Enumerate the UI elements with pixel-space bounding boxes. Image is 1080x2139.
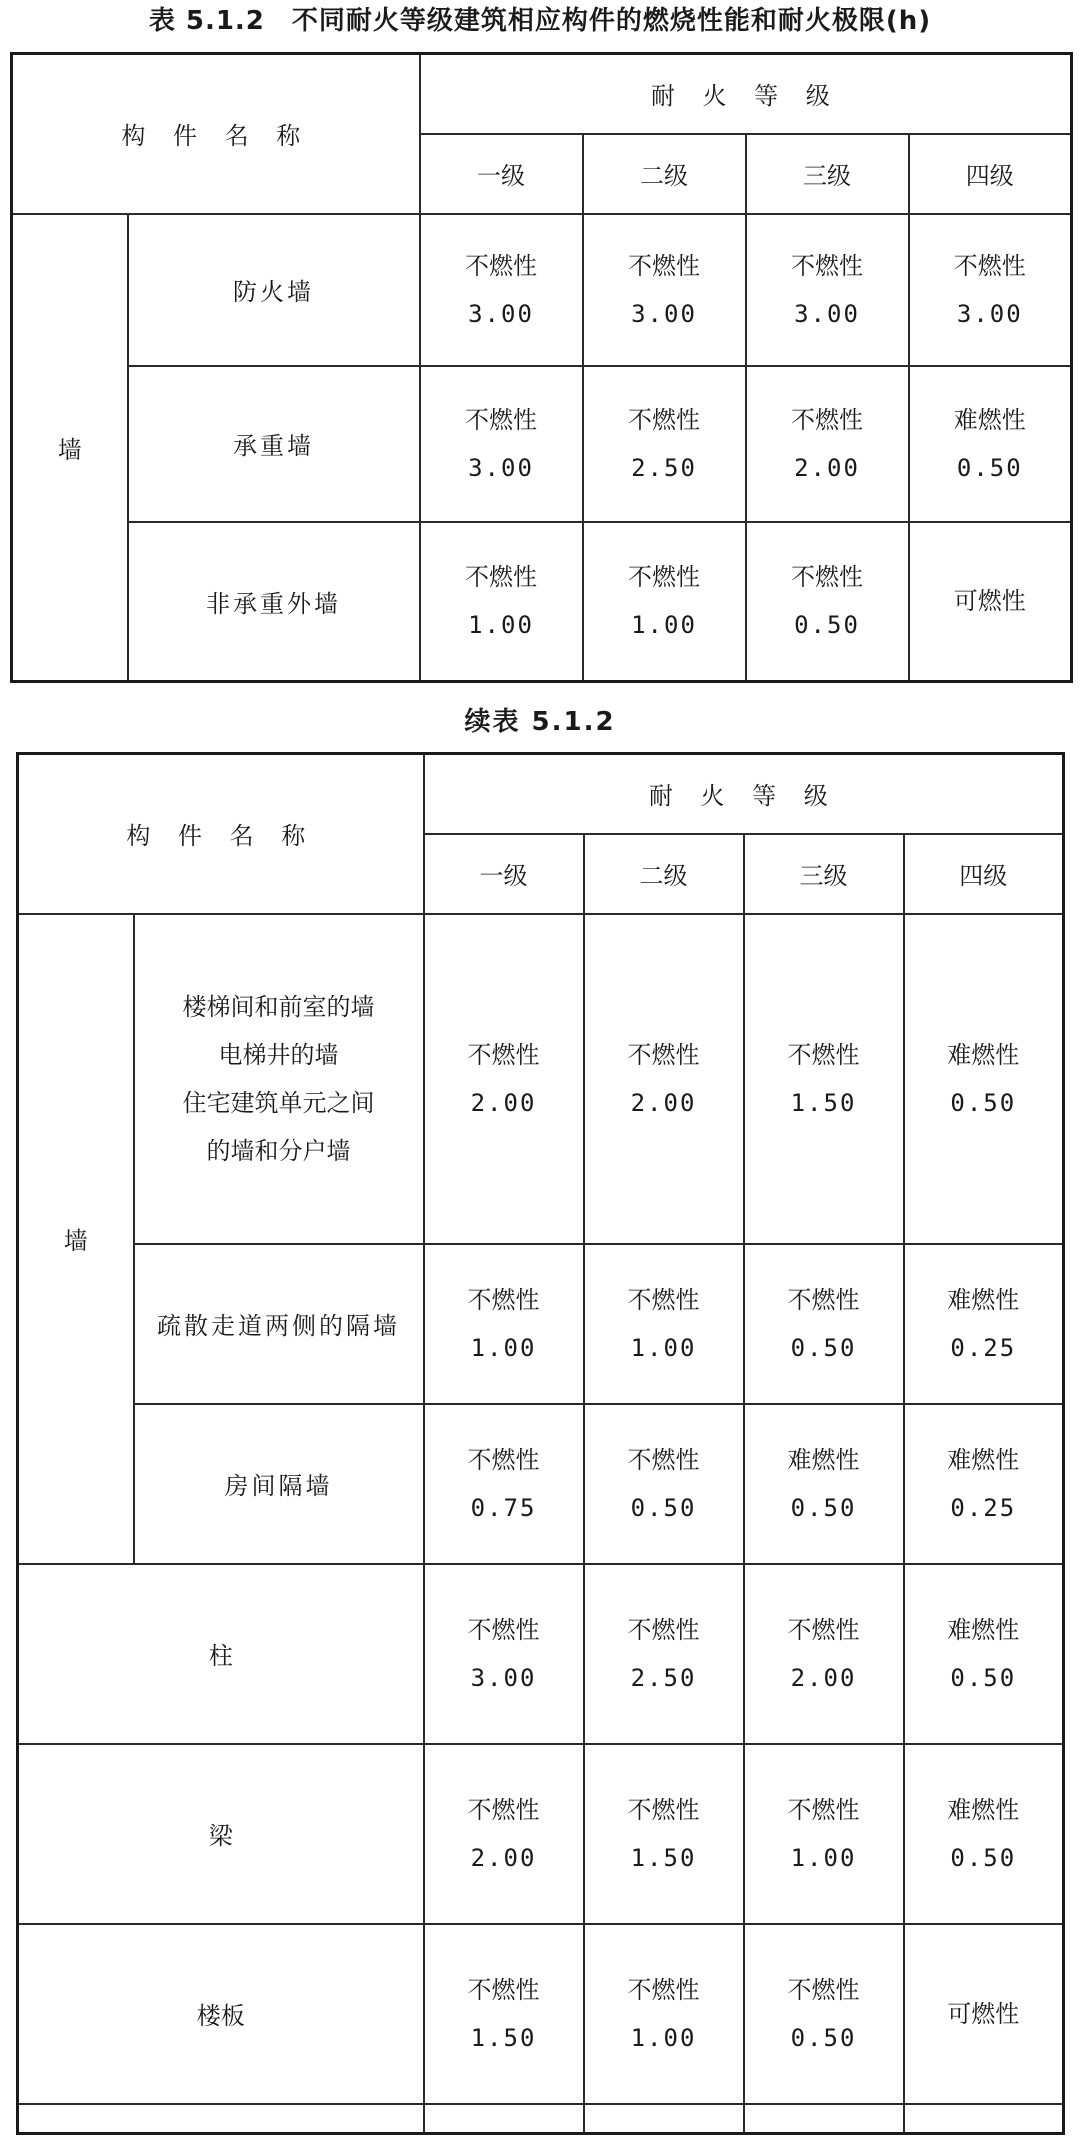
row-name: 防火墙	[128, 214, 420, 366]
combustibility: 不燃性	[627, 1795, 700, 1824]
combustibility: 不燃性	[467, 1445, 540, 1474]
combustibility: 可燃性	[947, 1999, 1020, 2028]
table-row	[18, 1744, 1064, 1924]
combustibility: 不燃性	[465, 405, 538, 434]
row-name: 承重墙	[128, 366, 420, 522]
cell	[904, 1924, 1064, 2104]
fire-limit: 0.50	[790, 2023, 857, 2052]
fire-limit: 1.50	[630, 1843, 697, 1872]
table1-caption: 表 5.1.2 不同耐火等级建筑相应构件的燃烧性能和耐火极限(h)	[148, 6, 932, 36]
fire-limit: 0.25	[950, 1333, 1017, 1362]
cell	[583, 214, 746, 366]
level-3-header: 三级	[746, 134, 909, 214]
combustibility: 不燃性	[467, 1040, 540, 1069]
combustibility: 不燃性	[467, 1975, 540, 2004]
cell	[904, 1564, 1064, 1744]
combustibility: 不燃性	[467, 1795, 540, 1824]
fire-limit: 2.50	[630, 1663, 697, 1692]
fire-limit: 2.00	[470, 1088, 537, 1117]
combustibility: 难燃性	[947, 1040, 1020, 1069]
fire-limit: 3.00	[468, 453, 534, 482]
cell	[904, 914, 1064, 1244]
row-name-line: 住宅建筑单元之间	[182, 1088, 375, 1117]
cell	[584, 914, 744, 1244]
level-4-header: 四级	[904, 834, 1064, 914]
combustibility: 不燃性	[787, 1615, 860, 1644]
combustibility: 不燃性	[787, 1040, 860, 1069]
combustibility: 不燃性	[627, 1445, 700, 1474]
fire-limit: 0.50	[790, 1493, 857, 1522]
fire-rating-header: 耐 火 等 级	[424, 754, 1064, 834]
table-row	[18, 1924, 1064, 2104]
combustibility: 难燃性	[947, 1445, 1020, 1474]
fire-limit: 1.00	[630, 1333, 697, 1362]
cell	[420, 366, 583, 522]
fire-resistance-table	[10, 52, 1073, 683]
cell	[583, 366, 746, 522]
table-row	[18, 1404, 1064, 1564]
fire-limit: 3.00	[956, 299, 1023, 328]
cell	[584, 1924, 744, 2104]
fire-limit: 0.50	[794, 611, 860, 640]
fire-limit: 2.00	[470, 1843, 537, 1872]
cutoff-cell	[424, 2104, 584, 2134]
fire-limit: 3.00	[794, 299, 860, 328]
fire-limit: 2.00	[790, 1663, 857, 1692]
combustibility: 不燃性	[628, 251, 701, 280]
fire-limit: 1.50	[470, 2023, 537, 2052]
cell	[420, 522, 583, 682]
level-1-header: 一级	[424, 834, 584, 914]
combustibility: 难燃性	[947, 1285, 1020, 1314]
fire-limit: 2.00	[630, 1088, 697, 1117]
cell	[420, 214, 583, 366]
combustibility: 难燃性	[947, 1795, 1020, 1824]
fire-limit: 2.50	[631, 453, 697, 482]
combustibility: 难燃性	[947, 1615, 1020, 1644]
fire-limit: 3.00	[470, 1663, 537, 1692]
fire-limit: 3.00	[631, 299, 697, 328]
combustibility: 不燃性	[787, 1975, 860, 2004]
fire-limit: 0.50	[956, 453, 1023, 482]
cell	[584, 1404, 744, 1564]
combustibility: 不燃性	[787, 1795, 860, 1824]
table-row	[12, 522, 1072, 682]
cell	[744, 1404, 904, 1564]
cell	[746, 366, 909, 522]
fire-limit: 1.00	[470, 1333, 537, 1362]
fire-limit: 0.50	[790, 1333, 857, 1362]
cutoff-cell	[584, 2104, 744, 2134]
combustibility: 不燃性	[467, 1615, 540, 1644]
table-row	[12, 214, 1072, 366]
combustibility: 难燃性	[953, 405, 1026, 434]
fire-limit: 2.00	[794, 453, 860, 482]
level-3-header: 三级	[744, 834, 904, 914]
group-label: 墙	[12, 214, 128, 682]
cell	[909, 214, 1072, 366]
combustibility: 不燃性	[791, 405, 864, 434]
cutoff-cell	[744, 2104, 904, 2134]
row-name: 疏散走道两侧的隔墙	[134, 1244, 424, 1404]
cell	[746, 522, 909, 682]
combustibility: 不燃性	[953, 251, 1026, 280]
table-row-cutoff	[18, 2104, 1064, 2134]
cell	[424, 914, 584, 1244]
level-2-header: 二级	[584, 834, 744, 914]
combustibility: 不燃性	[628, 405, 701, 434]
combustibility: 难燃性	[787, 1445, 860, 1474]
cell	[746, 214, 909, 366]
cell	[744, 1744, 904, 1924]
combustibility: 不燃性	[465, 563, 538, 592]
combustibility: 不燃性	[627, 1615, 700, 1644]
fire-limit: 0.50	[630, 1493, 697, 1522]
row-name: 楼板	[18, 1924, 424, 2104]
table-row	[18, 1564, 1064, 1744]
combustibility: 不燃性	[791, 251, 864, 280]
row-name: 梁	[18, 1744, 424, 1924]
row-name: 房间隔墙	[134, 1404, 424, 1564]
fire-limit: 0.75	[470, 1493, 537, 1522]
row-name-line: 楼梯间和前室的墙	[182, 992, 375, 1021]
fire-rating-header: 耐 火 等 级	[420, 54, 1072, 134]
component-name-header: 构 件 名 称	[18, 754, 424, 914]
cell	[584, 1564, 744, 1744]
table-row	[18, 1244, 1064, 1404]
combustibility: 不燃性	[787, 1285, 860, 1314]
combustibility: 不燃性	[467, 1285, 540, 1314]
cell	[584, 1744, 744, 1924]
fire-limit: 1.00	[631, 611, 697, 640]
table2-caption: 续表 5.1.2	[464, 707, 616, 737]
level-1-header: 一级	[420, 134, 583, 214]
combustibility: 不燃性	[627, 1040, 700, 1069]
combustibility: 可燃性	[953, 587, 1026, 616]
fire-limit: 1.50	[790, 1088, 857, 1117]
cell	[904, 1404, 1064, 1564]
fire-limit: 1.00	[630, 2023, 697, 2052]
row-name-line: 的墙和分户墙	[206, 1136, 351, 1165]
cell	[909, 522, 1072, 682]
fire-limit: 0.25	[950, 1493, 1017, 1522]
row-name	[134, 914, 424, 1244]
row-name: 非承重外墙	[128, 522, 420, 682]
combustibility: 不燃性	[627, 1285, 700, 1314]
cutoff-cell	[18, 2104, 424, 2134]
cell	[904, 1244, 1064, 1404]
row-name-line: 电梯井的墙	[218, 1040, 339, 1069]
cell	[744, 1244, 904, 1404]
combustibility: 不燃性	[791, 563, 864, 592]
fire-limit: 0.50	[950, 1663, 1017, 1692]
level-2-header: 二级	[583, 134, 746, 214]
fire-resistance-table-continued	[16, 752, 1065, 2135]
fire-limit: 1.00	[468, 611, 534, 640]
table-row	[18, 914, 1064, 1244]
cell	[424, 1744, 584, 1924]
cell	[424, 1564, 584, 1744]
cell	[424, 1404, 584, 1564]
combustibility: 不燃性	[627, 1975, 700, 2004]
fire-limit: 0.50	[950, 1088, 1017, 1117]
group-label: 墙	[18, 914, 134, 1564]
combustibility: 不燃性	[465, 251, 538, 280]
cell	[584, 1244, 744, 1404]
fire-limit: 0.50	[950, 1843, 1017, 1872]
cell	[744, 1924, 904, 2104]
row-name: 柱	[18, 1564, 424, 1744]
cell	[424, 1924, 584, 2104]
component-name-header: 构 件 名 称	[12, 54, 420, 214]
cell	[744, 1564, 904, 1744]
cell	[583, 522, 746, 682]
cell	[909, 366, 1072, 522]
fire-limit: 3.00	[468, 299, 534, 328]
cell	[744, 914, 904, 1244]
fire-limit: 1.00	[790, 1843, 857, 1872]
cutoff-cell	[904, 2104, 1064, 2134]
level-4-header: 四级	[909, 134, 1072, 214]
table-row	[12, 366, 1072, 522]
combustibility: 不燃性	[628, 563, 701, 592]
cell	[424, 1244, 584, 1404]
cell	[904, 1744, 1064, 1924]
